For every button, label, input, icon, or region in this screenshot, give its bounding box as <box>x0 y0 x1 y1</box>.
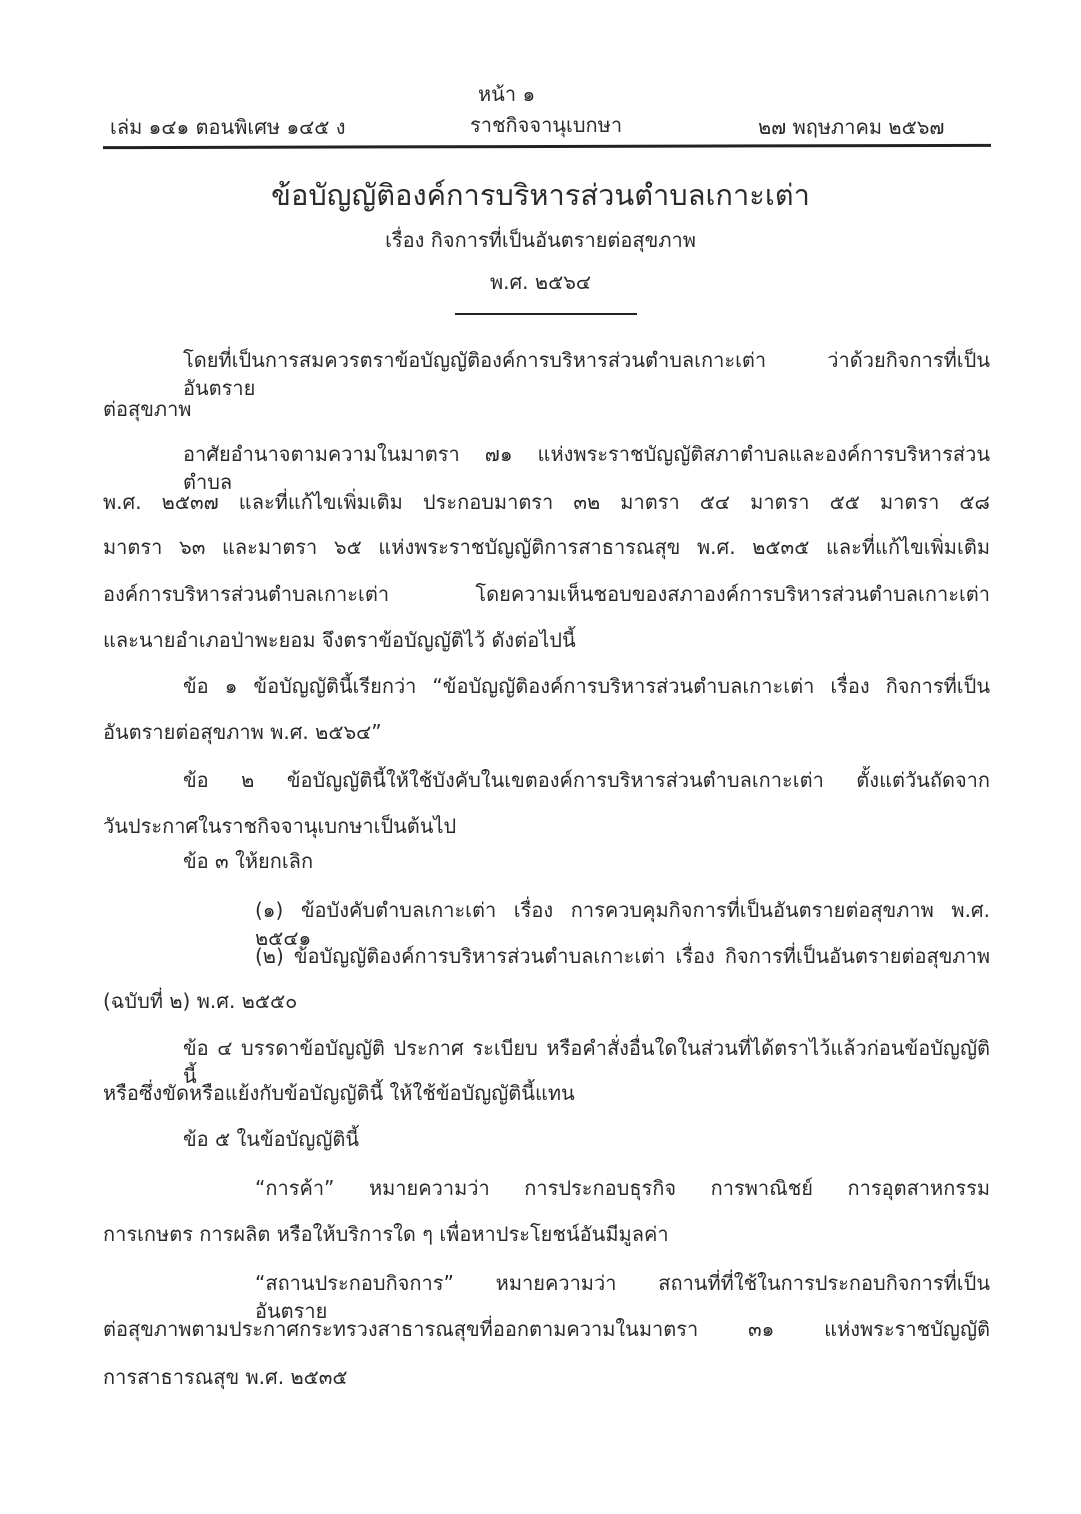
title-divider <box>455 313 637 315</box>
body-line: อาศัยอำนาจตามความในมาตรา ๗๑ แห่งพระราชบัญญัติสภาตำบลและองค์การบริหารส่วนตำบล <box>183 442 990 494</box>
body-line: (๑) ข้อบังคับตำบลเกาะเต่า เรื่อง การควบคุมกิจการที่เป็นอันตรายต่อสุขภาพ พ.ศ. ๒๕๔๑ <box>255 898 990 950</box>
gazette-date: ๒๗ พฤษภาคม ๒๕๖๗ <box>758 115 945 139</box>
body-line: ข้อ ๕ ในข้อบัญญัตินี้ <box>183 1127 360 1151</box>
header-divider <box>103 144 991 149</box>
body-line: (๒) ข้อบัญญัติองค์การบริหารส่วนตำบลเกาะเต่า เรื่อง กิจการที่เป็นอันตรายต่อสุขภาพ <box>255 944 990 968</box>
body-line: “การค้า” หมายความว่า การประกอบธุรกิจ การพาณิชย์ การอุตสาหกรรม <box>255 1176 990 1200</box>
document-subject: เรื่อง กิจการที่เป็นอันตรายต่อสุขภาพ <box>385 228 696 252</box>
body-line: ข้อ ๔ บรรดาข้อบัญญัติ ประกาศ ระเบียบ หรือคำสั่งอื่นใดในส่วนที่ได้ตราไว้แล้วก่อนข้อบัญญัตินี้ <box>183 1036 990 1088</box>
body-line: ต่อสุขภาพ <box>103 397 192 421</box>
body-line: ข้อ ๑ ข้อบัญญัตินี้เรียกว่า “ข้อบัญญัติองค์การบริหารส่วนตำบลเกาะเต่า เรื่อง กิจการที่เป็น <box>183 674 990 698</box>
body-line: หรือซึ่งขัดหรือแย้งกับข้อบัญญัตินี้ ให้ใช้ข้อบัญญัตินี้แทน <box>103 1081 575 1105</box>
body-line: องค์การบริหารส่วนตำบลเกาะเต่า โดยความเห็นชอบของสภาองค์การบริหารส่วนตำบลเกาะเต่า <box>103 582 990 606</box>
body-line: (ฉบับที่ ๒) พ.ศ. ๒๕๕๐ <box>103 989 298 1013</box>
body-line: ต่อสุขภาพตามประกาศกระทรวงสาธารณสุขที่ออกตามความในมาตรา ๓๑ แห่งพระราชบัญญัติ <box>103 1317 990 1341</box>
body-line: วันประกาศในราชกิจจานุเบกษาเป็นต้นไป <box>103 814 457 838</box>
document-title: ข้อบัญญัติองค์การบริหารส่วนตำบลเกาะเต่า <box>271 178 810 212</box>
body-line: มาตรา ๖๓ และมาตรา ๖๕ แห่งพระราชบัญญัติการสาธารณสุข พ.ศ. ๒๕๓๕ และที่แก้ไขเพิ่มเติม <box>103 535 990 559</box>
document-year: พ.ศ. ๒๕๖๔ <box>489 270 592 294</box>
body-line: ข้อ ๓ ให้ยกเลิก <box>183 849 314 873</box>
body-line: ข้อ ๒ ข้อบัญญัตินี้ให้ใช้บังคับในเขตองค์การบริหารส่วนตำบลเกาะเต่า ตั้งแต่วันถัดจาก <box>183 768 990 792</box>
body-line: การเกษตร การผลิต หรือให้บริการใด ๆ เพื่อหาประโยชน์อันมีมูลค่า <box>103 1222 669 1246</box>
body-line: พ.ศ. ๒๕๓๗ และที่แก้ไขเพิ่มเติม ประกอบมาตรา ๓๒ มาตรา ๕๔ มาตรา ๕๕ มาตรา ๕๘ <box>103 490 990 514</box>
body-line: โดยที่เป็นการสมควรตราข้อบัญญัติองค์การบริหารส่วนตำบลเกาะเต่า ว่าด้วยกิจการที่เป็นอันตราย <box>183 348 990 400</box>
gazette-volume: เล่ม ๑๔๑ ตอนพิเศษ ๑๔๕ ง <box>110 115 346 139</box>
body-line: และนายอำเภอป่าพะยอม จึงตราข้อบัญญัติไว้ ดังต่อไปนี้ <box>103 628 576 652</box>
page-number: หน้า ๑ <box>478 82 536 106</box>
body-line: การสาธารณสุข พ.ศ. ๒๕๓๕ <box>103 1365 348 1389</box>
gazette-name: ราชกิจจานุเบกษา <box>470 113 623 137</box>
body-line: “สถานประกอบกิจการ” หมายความว่า สถานที่ที่ใช้ในการประกอบกิจการที่เป็นอันตราย <box>255 1271 990 1323</box>
body-line: อันตรายต่อสุขภาพ พ.ศ. ๒๕๖๔” <box>103 720 382 744</box>
